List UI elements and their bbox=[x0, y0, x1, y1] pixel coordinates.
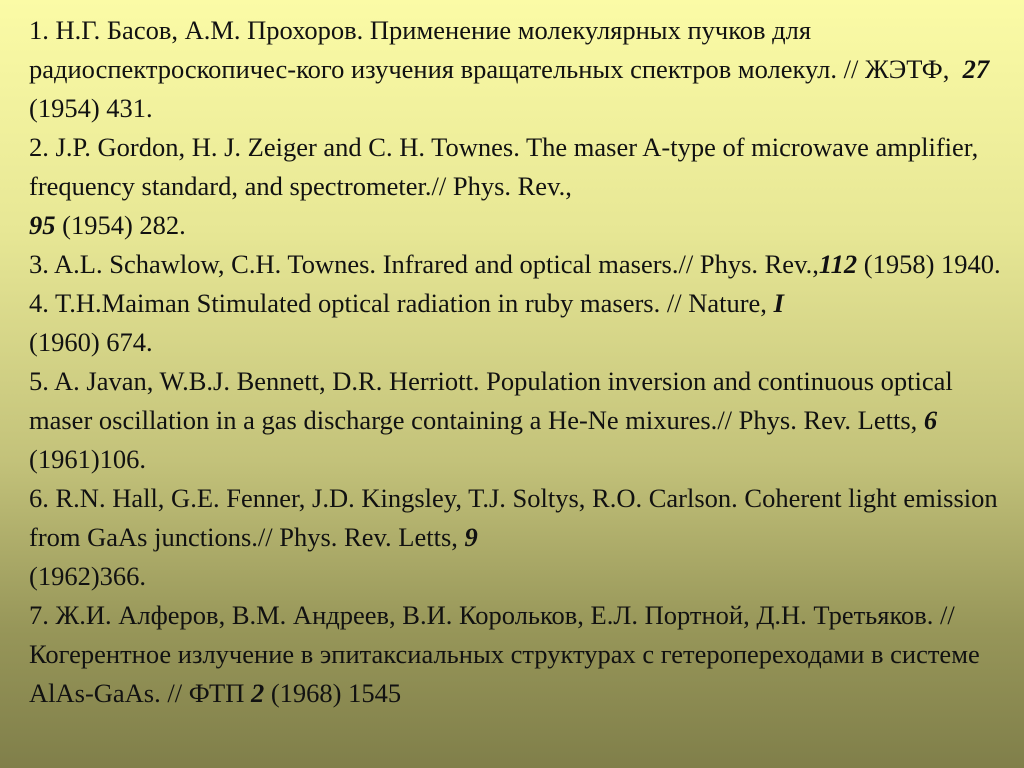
reference-item-3 bbox=[29, 245, 1004, 284]
ref-authors: A.L. Schawlow, C.H. Townes. bbox=[54, 249, 377, 279]
ref-volume: 6 bbox=[923, 405, 938, 435]
ref-number: 2. bbox=[29, 132, 49, 162]
ref-title: Coherent light emission from GaAs junctions. bbox=[29, 483, 998, 552]
ref-journal: // Phys. Rev. Letts, bbox=[717, 405, 918, 435]
ref-number: 5. bbox=[29, 366, 49, 396]
ref-number: 3. bbox=[29, 249, 49, 279]
reference-item-2 bbox=[29, 128, 1004, 245]
ref-volume: 9 bbox=[464, 522, 478, 552]
ref-title: The maser A-type of microwave amplifier, frequency standard, and spectrometer. bbox=[29, 132, 979, 201]
ref-year-pages: (1961)106. bbox=[29, 444, 147, 474]
ref-title: Применение молекулярных пучков для радиоспектроскопичес-кого изучения вращательных спектров молекул. bbox=[29, 15, 837, 84]
ref-year-pages: (1962)366. bbox=[29, 561, 147, 591]
ref-volume: 112 bbox=[818, 249, 858, 279]
reference-item-7 bbox=[29, 596, 1004, 713]
ref-title: Infrared and optical masers. bbox=[382, 249, 679, 279]
ref-authors: T.H.Maiman bbox=[55, 288, 190, 318]
ref-volume: I bbox=[773, 288, 784, 318]
ref-journal: // Nature, bbox=[666, 288, 767, 318]
ref-authors: A. Javan, W.B.J. Bennett, D.R. Herriott. bbox=[54, 366, 480, 396]
ref-volume: 95 bbox=[29, 210, 56, 240]
ref-year-pages: (1954) 282. bbox=[62, 210, 186, 240]
ref-number: 1. bbox=[29, 15, 49, 45]
ref-journal: // ФТП bbox=[167, 678, 245, 708]
ref-year-pages: (1960) 674. bbox=[29, 327, 153, 357]
reference-item-4 bbox=[29, 284, 1004, 362]
ref-authors: Н.Г. Басов, А.М. Прохоров. bbox=[55, 15, 364, 45]
reference-item-6 bbox=[29, 479, 1004, 596]
ref-title: // Когерентное излучение в эпитаксиальных структурах с гетеропереходами в системе AlAs-GaAs. bbox=[29, 600, 980, 708]
ref-year-pages: (1968) 1545 bbox=[270, 678, 402, 708]
ref-journal: // ЖЭТФ, bbox=[843, 54, 950, 84]
ref-number: 7. bbox=[29, 600, 49, 630]
ref-journal: // Phys. Rev., bbox=[431, 171, 572, 201]
reference-list bbox=[29, 11, 1004, 713]
ref-title: Stimulated optical radiation in ruby masers. bbox=[196, 288, 661, 318]
reference-item-1 bbox=[29, 11, 1004, 128]
ref-year-pages: (1954) 431. bbox=[29, 93, 153, 123]
ref-number: 6. bbox=[29, 483, 49, 513]
ref-year-pages: (1958) 1940. bbox=[863, 249, 1001, 279]
ref-journal: // Phys. Rev., bbox=[678, 249, 819, 279]
ref-journal: // Phys. Rev. Letts, bbox=[257, 522, 458, 552]
ref-authors: Ж.И. Алферов, В.М. Андреев, В.И. Корольков, Е.Л. Портной, Д.Н. Третьяков. bbox=[55, 600, 934, 630]
reference-item-5 bbox=[29, 362, 1004, 479]
ref-volume: 27 bbox=[962, 54, 990, 84]
ref-volume: 2 bbox=[250, 678, 265, 708]
ref-authors: R.N. Hall, G.E. Fenner, J.D. Kingsley, T.J. Soltys, R.O. Carlson. bbox=[55, 483, 738, 513]
ref-number: 4. bbox=[29, 288, 49, 318]
ref-authors: J.P. Gordon, H. J. Zeiger and C. H. Townes. bbox=[55, 132, 520, 162]
ref-title: Population inversion and continuous optical maser oscillation in a gas discharge containing a He-Ne mixures. bbox=[29, 366, 953, 435]
